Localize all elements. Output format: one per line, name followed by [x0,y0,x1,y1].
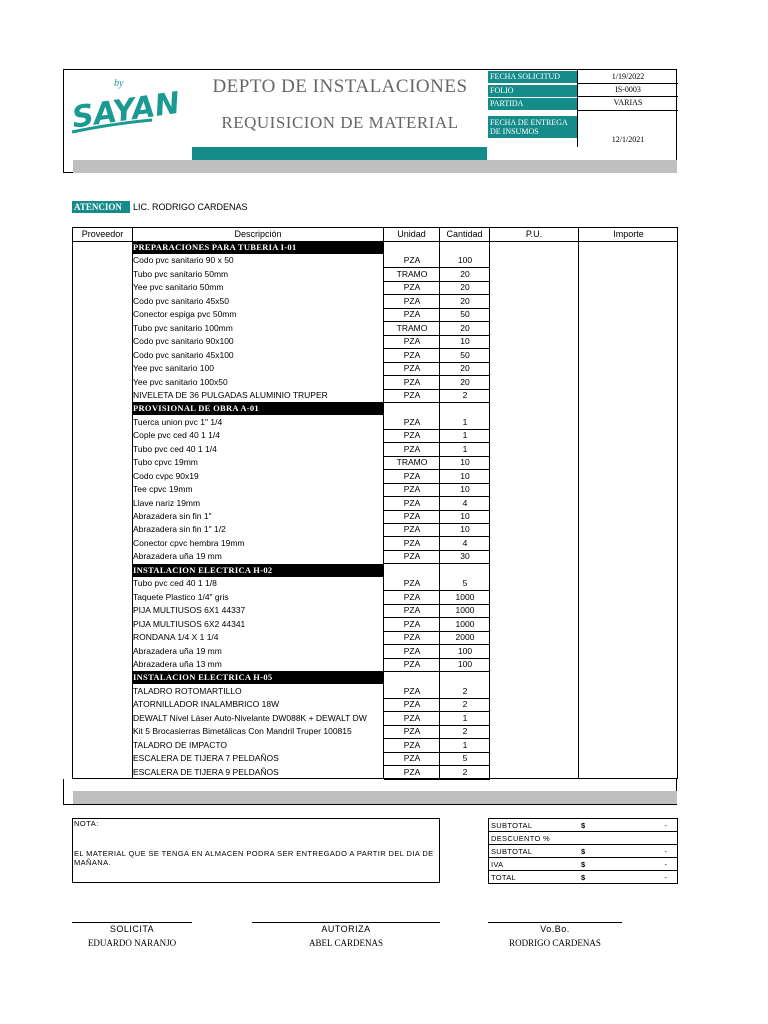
signature-name-solicita: EDUARDO NARANJO [87,938,177,948]
item-description: Conector espiga pvc 50mm [133,309,237,320]
nota-text: EL MATERIAL QUE SE TENGA EN ALMACEN PODRA SER ENTREGADO A PARTIR DEL DIA DE MAÑANA. [74,849,434,867]
sayan-logo [70,72,185,152]
item-unit: PZA [384,335,440,349]
svg-text:by: by [114,78,124,89]
document-title: REQUISICION DE MATERIAL [221,113,459,132]
table-row [73,443,679,456]
signature-role-vobo: Vo.Bo. [540,924,570,934]
section-title: INSTALACION ELECTRICA H-02 [132,564,384,577]
totals-row [489,845,677,858]
item-unit: TRAMO [384,322,440,336]
item-description: Tuerca union pvc 1" 1/4 [133,416,223,427]
item-unit: PZA [384,712,440,726]
col-header-importe: Importe [613,229,644,239]
item-quantity: 100 [440,658,490,672]
item-description: Codo cvpc 90x19 [133,470,199,481]
atencion-value: LIC. RODRIGO CARDENAS [133,202,248,212]
item-quantity: 30 [440,550,490,564]
table-row [73,537,679,550]
item-unit: PZA [384,254,440,268]
table-row [73,456,679,469]
item-quantity: 1 [440,712,490,726]
item-description: Codo pvc sanitario 45x100 [133,349,234,360]
totals-value: - [664,847,667,856]
atencion-label: ATENCION [72,201,130,213]
totals-label: IVA [491,860,504,869]
totals-row [489,871,677,884]
item-description: TALADRO DE IMPACTO [133,739,227,750]
nota-label: NOTA: [74,819,99,828]
item-quantity: 10 [440,456,490,470]
item-description: PIJA MULTIUSOS 6X1 44337 [133,605,246,616]
item-description: Yee pvc sanitario 50mm [133,282,224,293]
partida-value: VARIAS [578,97,678,111]
partida-label: PARTIDA [488,98,577,110]
item-quantity: 20 [440,281,490,295]
table-row [73,470,679,483]
teal-accent-bar [192,147,487,160]
table-row [73,254,679,267]
item-quantity: 20 [440,268,490,282]
fecha-entrega-value: 12/1/2021 [611,135,645,144]
folio-label: FOLIO [488,85,577,97]
item-unit: TRAMO [384,456,440,470]
col-header-proveedor: Proveedor [81,229,124,239]
col-header-descripcion: Descripción [234,229,282,239]
item-description: Codo pvc sanitario 45x50 [133,295,229,306]
item-quantity: 2000 [440,631,490,645]
table-row [73,389,679,402]
item-description: Abrazadera sin fin 1" 1/2 [133,524,226,535]
item-unit: PZA [384,483,440,497]
item-quantity: 1 [440,443,490,457]
item-quantity: 10 [440,510,490,524]
item-unit: PZA [384,349,440,363]
item-unit: PZA [384,537,440,551]
item-unit: PZA [384,725,440,739]
table-row [73,766,679,779]
item-quantity: 4 [440,537,490,551]
table-row [73,658,679,671]
item-quantity: 10 [440,523,490,537]
item-unit: PZA [384,618,440,632]
item-description: PIJA MULTIUSOS 6X2 44341 [133,618,246,629]
totals-label: SUBTOTAL [491,847,533,856]
item-quantity: 1 [440,429,490,443]
item-quantity: 50 [440,308,490,322]
section-header-row [73,241,679,254]
item-unit: PZA [384,497,440,511]
totals-value: - [664,821,667,830]
item-unit: PZA [384,510,440,524]
item-description: Tubo pvc ced 40 1 1/4 [133,443,217,454]
item-quantity: 10 [440,470,490,484]
table-row [73,645,679,658]
item-description: DEWALT Nivel Láser Auto-Nivelante DW088K + DEWALT DW [133,712,367,723]
item-quantity: 2 [440,698,490,712]
totals-box [488,818,678,884]
section-header-row [73,564,679,577]
item-unit: PZA [384,550,440,564]
item-unit: PZA [384,698,440,712]
col-header-pu: P.U. [525,229,543,239]
item-description: Abrazadera uña 19 mm [133,551,222,562]
table-row [73,631,679,644]
totals-label: TOTAL [491,873,516,882]
item-description: Llave nariz 19mm [133,497,201,508]
currency-symbol: $ [581,873,586,882]
item-unit: PZA [384,362,440,376]
item-unit: PZA [384,591,440,605]
section-header-row [73,402,679,415]
item-unit: PZA [384,429,440,443]
item-unit: PZA [384,389,440,403]
item-description: ATORNILLADOR INALAMBRICO 18W [133,699,280,710]
item-quantity: 20 [440,322,490,336]
item-unit: PZA [384,604,440,618]
item-description: Codo pvc sanitario 90x100 [133,336,234,347]
item-quantity: 50 [440,349,490,363]
folio-value: IS-0003 [578,84,678,97]
col-header-cantidad: Cantidad [446,229,483,239]
item-quantity: 2 [440,685,490,699]
table-row [73,322,679,335]
gray-header-bar [73,160,677,173]
table-row [73,295,679,308]
table-row [73,698,679,711]
item-quantity: 5 [440,752,490,766]
table-row [73,550,679,563]
item-quantity: 100 [440,254,490,268]
item-unit: PZA [384,577,440,591]
table-row [73,376,679,389]
item-unit: PZA [384,308,440,322]
item-description: Abrazadera uña 19 mm [133,645,222,656]
table-row [73,604,679,617]
item-unit: PZA [384,685,440,699]
table-row [73,510,679,523]
item-description: RONDANA 1/4 X 1 1/4 [133,632,219,643]
signature-line [72,922,192,923]
table-row [73,308,679,321]
item-quantity: 20 [440,295,490,309]
department-title: DEPTO DE INSTALACIONES [212,76,468,97]
item-description: Codo pvc sanitario 90 x 50 [133,255,234,266]
currency-symbol: $ [581,821,586,830]
item-unit: PZA [384,645,440,659]
table-row [73,725,679,738]
table-row [73,268,679,281]
table-row [73,591,679,604]
section-title: INSTALACION ELECTRICA H-05 [132,671,384,684]
item-quantity: 1000 [440,618,490,632]
item-quantity: 1 [440,739,490,753]
item-quantity: 10 [440,483,490,497]
item-description: Kit 5 Brocasierras Bimetálicas Con Mandril Truper 100815 [133,726,352,737]
item-quantity: 20 [440,376,490,390]
table-row [73,577,679,590]
table-row [73,497,679,510]
section-title: PREPARACIONES PARA TUBERIA I-01 [132,241,384,254]
item-description: Tee cpvc 19mm [133,484,193,495]
section-header-row [73,671,679,684]
table-row [73,523,679,536]
item-unit: PZA [384,470,440,484]
table-row [73,429,679,442]
item-unit: PZA [384,752,440,766]
item-quantity: 20 [440,362,490,376]
item-unit: PZA [384,631,440,645]
col-header-unidad: Unidad [397,229,426,239]
signature-name-autoriza: ABEL CARDENAS [309,938,383,948]
materials-table [72,227,678,779]
item-quantity: 2 [440,766,490,780]
item-description: Yee pvc sanitario 100 [133,363,214,374]
item-description: NIVELETA DE 36 PULGADAS ALUMINIO TRUPER [133,389,328,400]
signature-role-autoriza: AUTORIZA [321,924,371,934]
item-quantity: 2 [440,389,490,403]
item-unit: PZA [384,658,440,672]
signature-name-vobo: RODRIGO CARDENAS [509,938,601,948]
section-title: PROVISIONAL DE OBRA A-01 [132,402,384,415]
table-row [73,685,679,698]
item-unit: PZA [384,376,440,390]
item-description: Conector cpvc hembra 19mm [133,537,245,548]
item-description: Tubo cpvc 19mm [133,457,198,468]
fecha-solicitud-value: 1/19/2022 [578,71,678,84]
table-row [73,349,679,362]
totals-row [489,832,677,845]
gray-footer-bar [73,791,677,804]
item-quantity: 10 [440,335,490,349]
item-description: Tubo pvc sanitario 50mm [133,268,229,279]
table-row [73,618,679,631]
totals-label: DESCUENTO % [491,834,551,843]
item-description: Tubo pvc sanitario 100mm [133,322,233,333]
fecha-entrega-label: FECHA DE ENTREGA DE INSUMOS [488,116,577,138]
totals-value: - [664,873,667,882]
item-quantity: 1000 [440,591,490,605]
table-row [73,483,679,496]
item-quantity: 5 [440,577,490,591]
totals-row [489,819,677,832]
item-unit: PZA [384,523,440,537]
item-description: Abrazadera uña 13 mm [133,658,222,669]
item-unit: TRAMO [384,268,440,282]
table-row [73,739,679,752]
item-description: Taquete Plastico 1/4" gris [133,591,229,602]
table-row [73,362,679,375]
signature-role-solicita: SOLICITA [109,924,155,934]
signature-line [252,922,440,923]
item-description: ESCALERA DE TIJERA 7 PELDAÑOS [133,753,279,764]
svg-text:SAYAN: SAYAN [70,85,183,136]
totals-label: SUBTOTAL [491,821,533,830]
totals-row [489,858,677,871]
item-description: ESCALERA DE TIJERA 9 PELDAÑOS [133,766,279,777]
item-description: TALADRO ROTOMARTILLO [133,685,242,696]
table-row [73,281,679,294]
signature-line [488,922,622,923]
totals-value: - [664,860,667,869]
table-row [73,335,679,348]
item-quantity: 2 [440,725,490,739]
item-unit: PZA [384,281,440,295]
currency-symbol: $ [581,847,586,856]
item-unit: PZA [384,766,440,780]
item-description: Tubo pvc ced 40 1 1/8 [133,578,217,589]
item-description: Yee pvc sanitario 100x50 [133,376,228,387]
item-description: Cople pvc ced 40 1 1/4 [133,430,220,441]
item-quantity: 1000 [440,604,490,618]
currency-symbol: $ [581,860,586,869]
item-unit: PZA [384,739,440,753]
fecha-solicitud-label: FECHA SOLICITUD [488,71,577,83]
item-unit: PZA [384,295,440,309]
item-quantity: 4 [440,497,490,511]
item-quantity: 1 [440,416,490,430]
item-description: Abrazadera sin fin 1" [133,511,212,521]
table-row [73,416,679,429]
item-unit: PZA [384,443,440,457]
item-unit: PZA [384,416,440,430]
table-row [73,712,679,725]
table-row [73,752,679,765]
item-quantity: 100 [440,645,490,659]
